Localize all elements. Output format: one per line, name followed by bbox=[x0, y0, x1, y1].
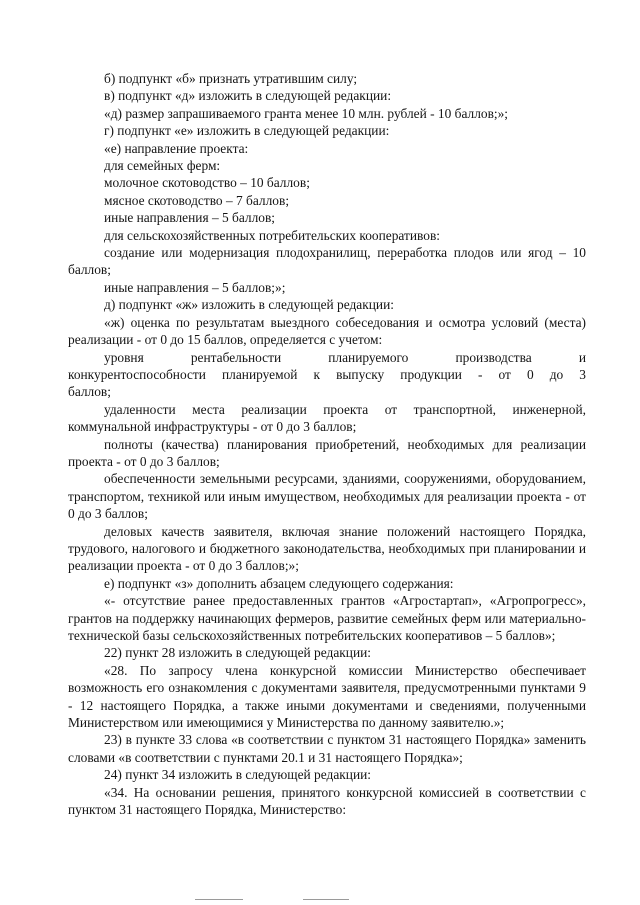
paragraph-20: е) подпункт «з» дополнить абзацем следующего содержания: bbox=[104, 575, 454, 591]
paragraph-13: д) подпункт «ж» изложить в следующей редакции: bbox=[104, 297, 394, 313]
paragraph-19: деловых качеств заявителя, включая знание положений настоящего Порядка, трудового, налогового и бюджетного законодательства, необходимых при планировании и реализации проекта - от 0 до 3 баллов;»; bbox=[68, 523, 586, 574]
paragraph-18: обеспеченности земельными ресурсами, зданиями, сооружениями, оборудованием, транспортом, техникой или иным имуществом, необходимых для реализации проекта - от 0 до 3 баллов; bbox=[68, 471, 586, 522]
paragraph-11: создание или модернизация плодохранилищ, переработка плодов или ягод – 10 баллов; bbox=[68, 245, 586, 278]
paragraph-3: «д) размер запрашиваемого гранта менее 10 млн. рублей - 10 баллов;»; bbox=[104, 105, 509, 121]
paragraph-4: г) подпункт «е» изложить в следующей редакции: bbox=[104, 123, 390, 139]
paragraph-12: иные направления – 5 баллов;»; bbox=[104, 279, 286, 295]
paragraph-17: полноты (качества) планирования приобретений, необходимых для реализации проекта - от 0 до 3 баллов; bbox=[68, 436, 586, 469]
paragraph-25: 24) пункт 34 изложить в следующей редакции: bbox=[104, 767, 372, 783]
paragraph-7: молочное скотоводство – 10 баллов; bbox=[104, 175, 310, 191]
footer-scan-marks bbox=[195, 899, 355, 903]
paragraph-14: «ж) оценка по результатам выездного собеседования и осмотра условий (места) реализации - от 0 до 15 баллов, определяется с учетом: bbox=[68, 314, 586, 348]
paragraph-9: иные направления – 5 баллов; bbox=[104, 210, 276, 226]
paragraph-23: «28. По запросу члена конкурсной комиссии Министерство обеспечивает возможность его ознакомления с документами заявителя, предусмотренными пунктами 9 - 12 настоящего Порядка, а также иными документами и сведениями, полученными Министерством или имеющимися у Министерства по данному заявителю.»; bbox=[68, 662, 586, 731]
paragraph-5: «е) направление проекта: bbox=[104, 140, 249, 156]
paragraph-2: в) подпункт «д» изложить в следующей редакции: bbox=[104, 88, 392, 104]
paragraph-6: для семейных ферм: bbox=[104, 158, 221, 174]
paragraph-16: удаленности места реализации проекта от транспортной, инженерной, коммунальной инфраструктуры - от 0 до 3 баллов; bbox=[68, 401, 586, 435]
paragraph-24: 23) в пункте 33 слова «в соответствии с пунктом 31 настоящего Порядка» заменить словами «в соответствии с пунктами 20.1 и 31 настоящего Порядка»; bbox=[68, 732, 586, 765]
paragraph-26: «34. На основании решения, принятого конкурсной комиссией в соответствии с пунктом 31 настоящего Порядка, Министерство: bbox=[68, 784, 586, 818]
document-page bbox=[68, 70, 586, 818]
paragraph-8: мясное скотоводство – 7 баллов; bbox=[104, 192, 290, 208]
paragraph-10: для сельскохозяйственных потребительских кооперативов: bbox=[104, 227, 440, 243]
paragraph-15: уровня рентабельности планируемого производства и конкурентоспособности планируемой к выпуску продукции - от 0 до 3 баллов; bbox=[68, 349, 586, 400]
paragraph-21: «- отсутствие ранее предоставленных грантов «Агростартап», «Агропрогресс», грантов на поддержку начинающих фермеров, развитие семейных ферм или материально-технической базы сельскохозяйственных потребительских кооперативов – 5 баллов»; bbox=[68, 593, 586, 643]
paragraph-1: б) подпункт «б» признать утратившим силу; bbox=[104, 71, 358, 86]
paragraph-22: 22) пункт 28 изложить в следующей редакции: bbox=[104, 645, 372, 661]
